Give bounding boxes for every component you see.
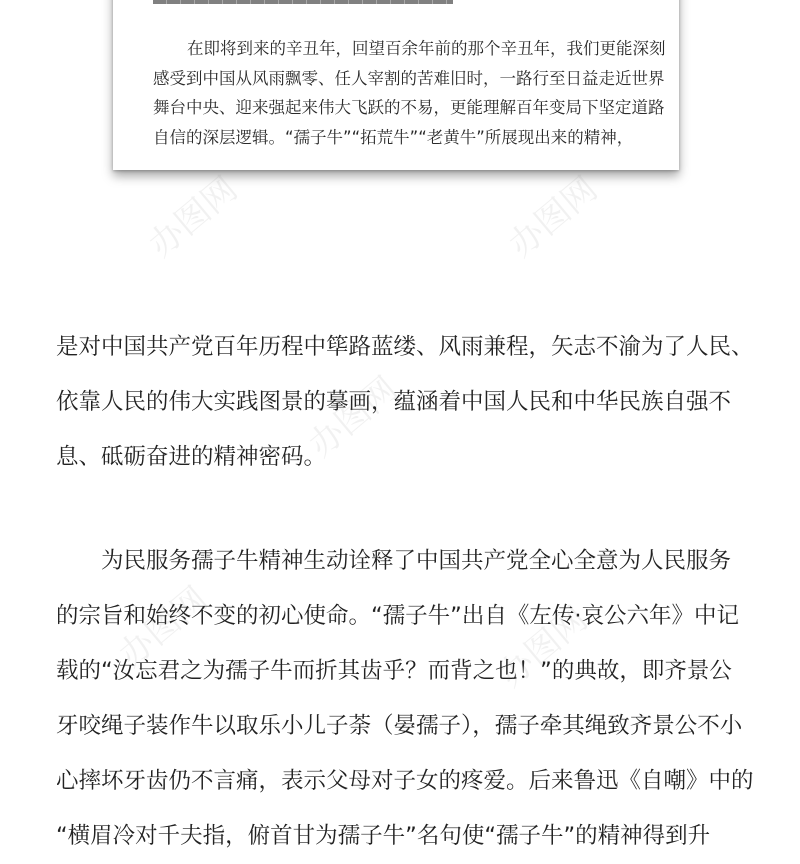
- quoted-image-card: [113, 0, 679, 170]
- watermark: 办图网: [301, 369, 406, 466]
- card-text-block: [153, 34, 673, 152]
- paragraph-line: 为民服务孺子牛精神生动诠释了中国共产党全心全意为人民服务: [101, 548, 732, 574]
- paragraph-line: 牙咬绳子装作牛以取乐小儿子荼（晏孺子），孺子牵其绳致齐景公不小: [56, 713, 743, 739]
- paragraph-2: [56, 534, 756, 864]
- card-line: 感受到中国从风雨飘零、任人宰割的苦难旧时，一路行至日益走近世界: [153, 68, 665, 88]
- paragraph-line: 是对中国共产党百年历程中筚路蓝缕、风雨兼程，矢志不渝为了人民、: [56, 334, 754, 360]
- watermark: 办图网: [491, 599, 596, 696]
- watermark: 办图网: [141, 169, 246, 266]
- paragraph-line: 息、砥砺奋进的精神密码。: [56, 444, 327, 470]
- card-line: 自信的深层逻辑。“孺子牛”“拓荒牛”“老黄牛”所展现出来的精神，: [153, 127, 634, 147]
- paragraph-line: 心摔坏牙齿仍不言痛，表示父母对子女的疼爱。后来鲁迅《自嘲》中的: [56, 768, 754, 794]
- card-line: 舞台中央、迎来强起来伟大飞跃的不易，更能理解百年变局下坚定道路: [153, 98, 665, 117]
- paragraph-line: 的宗旨和始终不变的初心使命。“孺子牛”出自《左传·哀公六年》中记: [56, 603, 739, 629]
- paragraph-1: [56, 320, 756, 485]
- article-body: [56, 320, 756, 864]
- paragraph-line: 载的“汝忘君之为孺子牛而折其齿乎？而背之也！”的典故，即齐景公: [56, 658, 732, 684]
- watermark: 办图网: [111, 579, 216, 676]
- card-line: 在即将到来的辛丑年，回望百余年前的那个辛丑年，我们更能深刻: [187, 39, 666, 58]
- paragraph-line: “横眉冷对千夫指，俯首甘为孺子牛”名句使“孺子牛”的精神得到升: [56, 823, 711, 849]
- cut-off-text-line: [153, 0, 453, 4]
- paragraph-line: 依靠人民的伟大实践图景的摹画，蕴涵着中国人民和中华民族自强不: [56, 389, 732, 415]
- watermark: 办图网: [501, 169, 606, 266]
